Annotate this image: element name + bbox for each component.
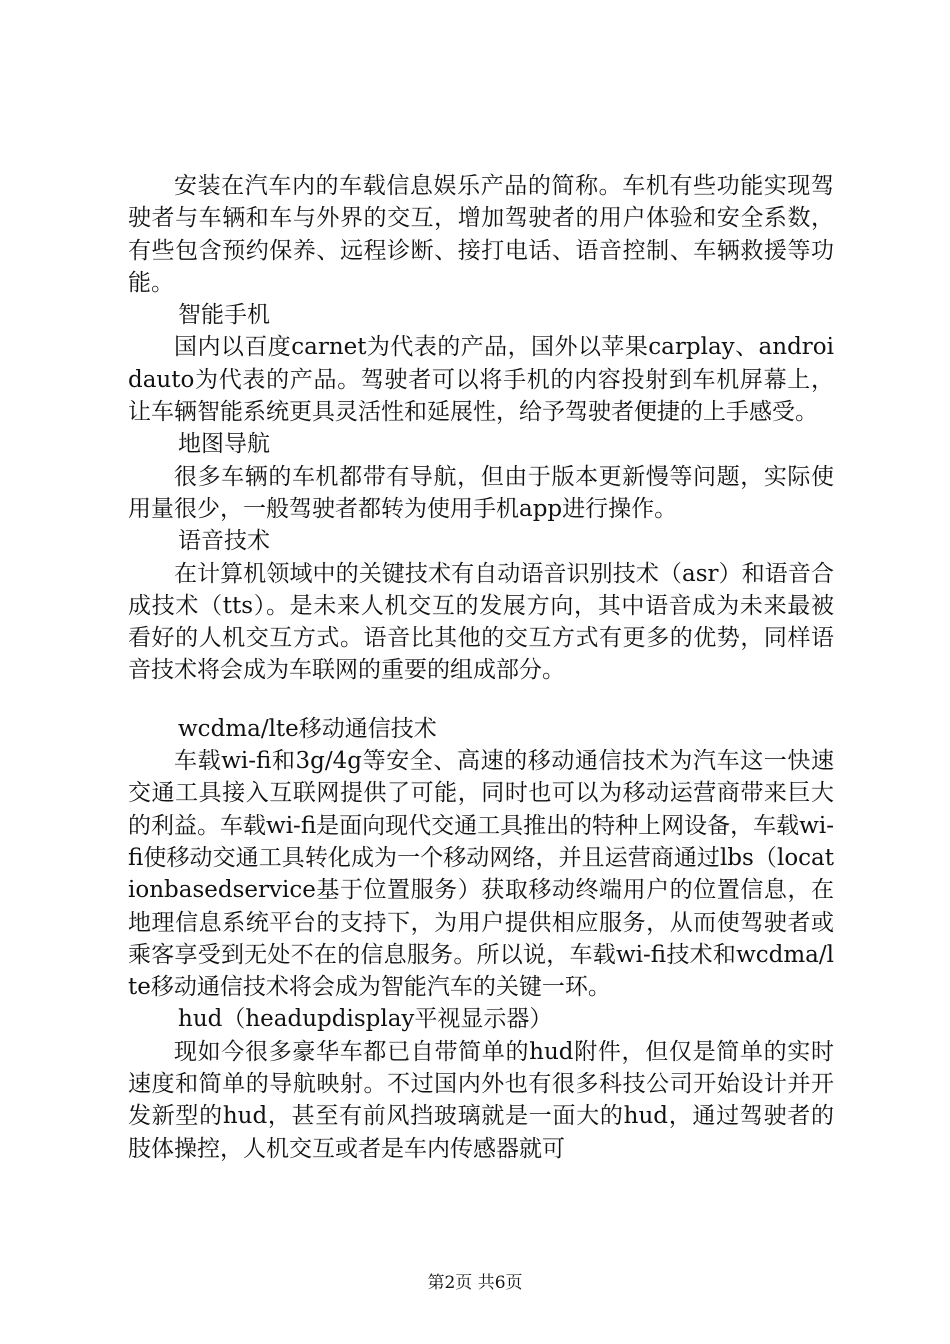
page-footer: 第2页 共6页	[427, 1273, 523, 1293]
paragraph-mobile-communication: 车载wi-fi和3g/4g等安全、高速的移动通信技术为汽车这一快速交通工具接入互联网提供了可能，同时也可以为移动运营商带来巨大的利益。车载wi-fi是面向现代交通工具推出的特种上网设备，车载wi-fi使移动交通工具转化成为一个移动网络，并且运营商通过lbs（locationbasedservice基于位置服务）获取移动终端用户的位置信息，在地理信息系统平台的支持下，为用户提供相应服务，从而使驾驶者或乘客享受到无处不在的信息服务。所以说，车载wi-fi技术和wcdma/lte移动通信技术将会成为智能汽车的关键一环。	[128, 748, 834, 1001]
document-body	[128, 170, 834, 1165]
paragraph-map-navigation: 很多车辆的车机都带有导航，但由于版本更新慢等问题，实际使用量很少，一般驾驶者都转为使用手机app进行操作。	[128, 463, 834, 522]
heading-hud: hud（headupdisplay平视显示器）	[178, 1006, 553, 1033]
paragraph-voice-technology: 在计算机领域中的关键技术有自动语音识别技术（asr）和语音合成技术（tts）。是未来人机交互的发展方向，其中语音成为未来最被看好的人机交互方式。语音比其他的交互方式有更多的优势，同样语音技术将会成为车联网的重要的组成部分。	[128, 560, 834, 684]
heading-voice-technology: 语音技术	[178, 528, 270, 555]
paragraph-car-infotainment: 安装在汽车内的车载信息娱乐产品的简称。车机有些功能实现驾驶者与车辆和车与外界的交互，增加驾驶者的用户体验和安全系数，有些包含预约保养、远程诊断、接打电话、语音控制、车辆救援等功能。	[128, 173, 834, 296]
heading-mobile-communication: wcdma/lte移动通信技术	[178, 715, 437, 742]
paragraph-hud: 现如今很多豪华车都已自带简单的hud附件，但仅是简单的实时速度和简单的导航映射。不过国内外也有很多科技公司开始设计并开发新型的hud，甚至有前风挡玻璃就是一面大的hud，通过驾驶者的肢体操控，人机交互或者是车内传感器就可	[128, 1038, 834, 1162]
heading-smartphone: 智能手机	[178, 302, 270, 329]
heading-map-navigation: 地图导航	[178, 431, 270, 458]
paragraph-smartphone: 国内以百度carnet为代表的产品，国外以苹果carplay、androidauto为代表的产品。驾驶者可以将手机的内容投射到车机屏幕上，让车辆智能系统更具灵活性和延展性，给予驾驶者便捷的上手感受。	[128, 334, 834, 426]
